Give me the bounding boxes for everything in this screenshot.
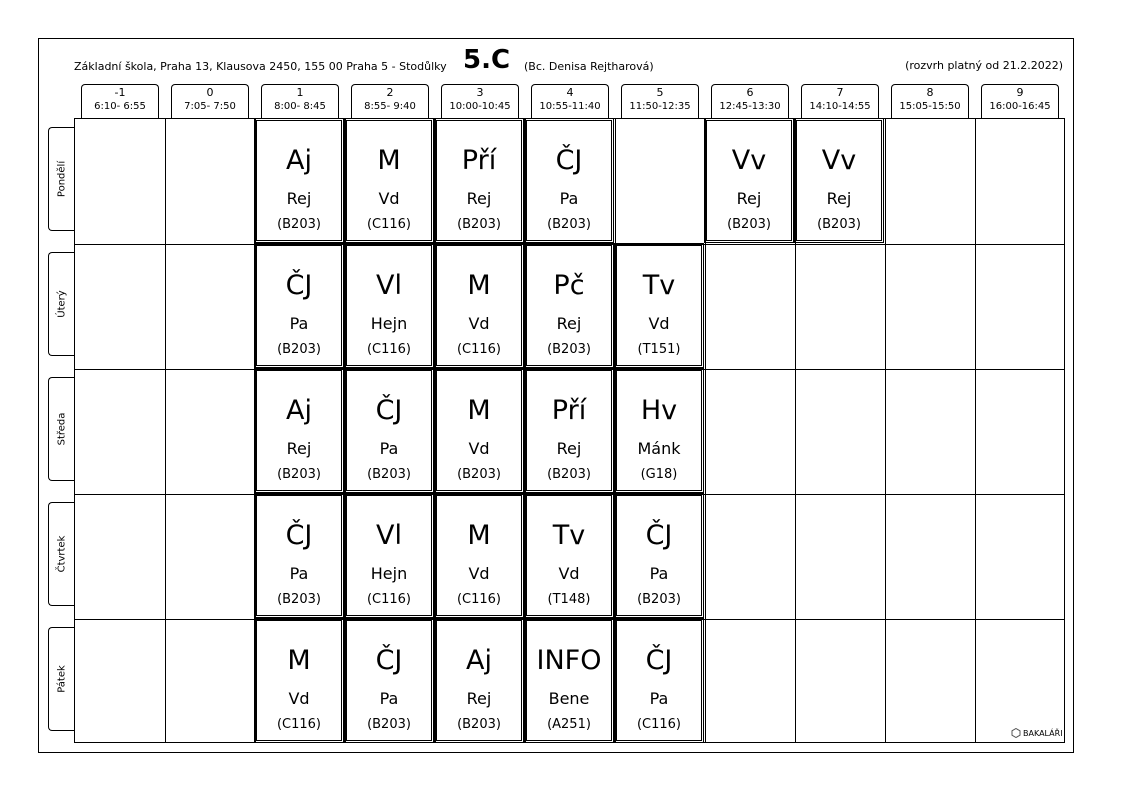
lesson-room: (B203)	[457, 717, 501, 732]
period-time: 16:00-16:45	[989, 101, 1051, 112]
lesson-teacher: Bene	[548, 689, 590, 708]
lesson-room: (B203)	[457, 217, 501, 232]
lesson-room: (T148)	[547, 592, 591, 607]
lesson-room: (C116)	[366, 217, 412, 232]
lesson-room: (B203)	[547, 217, 591, 232]
bakalari-logo	[1011, 728, 1063, 738]
lesson-room: (C116)	[366, 342, 412, 357]
lesson-teacher: Vd	[378, 189, 400, 208]
period-time: 14:10-14:55	[809, 101, 871, 112]
period-time: 8:00- 8:45	[274, 101, 326, 112]
lesson-cell[interactable]	[526, 620, 612, 741]
grid-column-line	[975, 119, 976, 742]
day-tab	[48, 252, 75, 356]
lesson-subject: ČJ	[645, 645, 673, 676]
lesson-subject: M	[467, 395, 491, 426]
grid-column-line	[165, 119, 166, 742]
class-title: 5.C	[463, 45, 511, 75]
valid-from-note: (rozvrh platný od 21.2.2022)	[905, 59, 1063, 72]
lesson-teacher: Rej	[466, 689, 492, 708]
lesson-room: (C116)	[456, 592, 502, 607]
lesson-teacher: Vd	[648, 314, 670, 333]
period-number: 4	[566, 86, 574, 99]
period-number: 2	[386, 86, 394, 99]
lesson-subject: Pč	[553, 270, 585, 301]
day-tab	[48, 377, 75, 481]
period-tab	[351, 84, 429, 118]
lesson-subject: Aj	[466, 645, 492, 676]
period-time: 6:10- 6:55	[94, 101, 146, 112]
period-number: 0	[206, 86, 214, 99]
period-number: 6	[746, 86, 754, 99]
lesson-teacher: Pa	[379, 689, 399, 708]
lesson-cell[interactable]	[436, 245, 522, 366]
class-teacher: (Bc. Denisa Rejtharová)	[524, 60, 654, 73]
lesson-subject: M	[287, 645, 311, 676]
lesson-room: (B203)	[277, 342, 321, 357]
lesson-room: (G18)	[640, 467, 678, 482]
lesson-subject: Hv	[640, 395, 678, 426]
period-number: 1	[296, 86, 304, 99]
lesson-room: (C116)	[276, 717, 322, 732]
period-time: 15:05-15:50	[899, 101, 961, 112]
period-tab	[261, 84, 339, 118]
period-tab	[531, 84, 609, 118]
period-tab	[441, 84, 519, 118]
lesson-cell[interactable]	[526, 495, 612, 616]
lesson-cell[interactable]	[436, 620, 522, 741]
lesson-subject: Vv	[821, 145, 857, 176]
logo-text: BAKALÁŘI	[1023, 728, 1063, 738]
period-number: 8	[926, 86, 934, 99]
lesson-teacher: Rej	[556, 314, 582, 333]
lesson-room: (B203)	[817, 217, 861, 232]
lesson-room: (B203)	[277, 592, 321, 607]
lesson-teacher: Vd	[288, 689, 310, 708]
lesson-cell[interactable]	[436, 120, 522, 241]
lesson-teacher: Rej	[826, 189, 852, 208]
day-label: Čtvrtek	[56, 535, 68, 573]
lesson-subject: Aj	[286, 145, 312, 176]
period-number: 5	[656, 86, 664, 99]
period-time: 8:55- 9:40	[364, 101, 416, 112]
lesson-teacher: Pa	[289, 314, 309, 333]
lesson-cell[interactable]	[616, 495, 702, 616]
period-tab	[621, 84, 699, 118]
lesson-cell[interactable]	[616, 620, 702, 741]
lesson-subject: M	[467, 270, 491, 301]
lesson-teacher: Vd	[558, 564, 580, 583]
lesson-cell[interactable]	[346, 120, 432, 241]
lesson-cell[interactable]	[526, 245, 612, 366]
lesson-room: (C116)	[456, 342, 502, 357]
lesson-cell[interactable]	[616, 245, 702, 366]
lesson-room: (B203)	[367, 717, 411, 732]
period-time: 10:55-11:40	[539, 101, 601, 112]
lesson-teacher: Mánk	[637, 439, 681, 458]
lesson-cell[interactable]	[436, 370, 522, 491]
lesson-cell[interactable]	[256, 495, 342, 616]
lesson-subject: M	[377, 145, 401, 176]
lesson-cell[interactable]	[526, 120, 612, 241]
day-label: Pátek	[56, 665, 68, 693]
lesson-cell[interactable]	[256, 245, 342, 366]
lesson-room: (B203)	[727, 217, 771, 232]
lesson-cell[interactable]	[256, 120, 342, 241]
lesson-room: (T151)	[637, 342, 681, 357]
lesson-cell[interactable]	[436, 495, 522, 616]
lesson-room: (B203)	[637, 592, 681, 607]
period-time: 12:45-13:30	[719, 101, 781, 112]
lesson-subject: Aj	[286, 395, 312, 426]
lesson-room: (B203)	[457, 467, 501, 482]
lesson-subject: Vv	[731, 145, 767, 176]
lesson-subject: Tv	[642, 270, 676, 301]
bakalari-logo-icon	[1011, 728, 1021, 738]
lesson-cell[interactable]	[256, 620, 342, 741]
lesson-room: (C116)	[366, 592, 412, 607]
lesson-subject: M	[467, 520, 491, 551]
lesson-cell[interactable]	[616, 370, 702, 491]
lesson-teacher: Hejn	[370, 564, 408, 583]
lesson-subject: Vl	[376, 520, 402, 551]
lesson-room: (C116)	[636, 717, 682, 732]
school-name: Základní škola, Praha 13, Klausova 2450, 155 00 Praha 5 - Stodůlky	[74, 60, 447, 73]
lesson-subject: Tv	[552, 520, 586, 551]
lesson-subject: ČJ	[285, 270, 313, 301]
period-tab	[171, 84, 249, 118]
lesson-subject: ČJ	[645, 520, 673, 551]
lesson-teacher: Rej	[466, 189, 492, 208]
lesson-teacher: Pa	[379, 439, 399, 458]
period-tab	[981, 84, 1059, 118]
period-tab	[711, 84, 789, 118]
lesson-cell[interactable]	[526, 370, 612, 491]
lesson-cell[interactable]	[346, 370, 432, 491]
day-label: Středa	[56, 412, 68, 446]
period-time: 10:00-10:45	[449, 101, 511, 112]
lesson-room: (A251)	[547, 717, 591, 732]
lesson-cell[interactable]	[256, 370, 342, 491]
lesson-teacher: Rej	[556, 439, 582, 458]
lesson-teacher: Pa	[559, 189, 579, 208]
grid-column-line	[885, 119, 886, 742]
lesson-teacher: Vd	[468, 439, 490, 458]
lesson-subject: INFO	[536, 645, 602, 676]
period-tab	[891, 84, 969, 118]
day-label: Úterý	[56, 290, 68, 318]
period-number: 7	[836, 86, 844, 99]
lesson-cell[interactable]	[706, 120, 792, 241]
day-tab	[48, 127, 75, 231]
lesson-subject: Vl	[376, 270, 402, 301]
lesson-cell[interactable]	[346, 495, 432, 616]
period-time: 7:05- 7:50	[184, 101, 236, 112]
lesson-teacher: Vd	[468, 314, 490, 333]
lesson-teacher: Pa	[649, 564, 669, 583]
period-number: 9	[1016, 86, 1024, 99]
lesson-room: (B203)	[367, 467, 411, 482]
day-tab	[48, 502, 75, 606]
day-tab	[48, 627, 75, 731]
lesson-cell[interactable]	[796, 120, 882, 241]
lesson-subject: ČJ	[375, 645, 403, 676]
lesson-room: (B203)	[277, 217, 321, 232]
lesson-teacher: Vd	[468, 564, 490, 583]
period-tab	[81, 84, 159, 118]
lesson-teacher: Rej	[286, 439, 312, 458]
lesson-room: (B203)	[547, 342, 591, 357]
lesson-teacher: Pa	[289, 564, 309, 583]
lesson-subject: Pří	[461, 145, 497, 176]
lesson-subject: Pří	[551, 395, 587, 426]
period-time: 11:50-12:35	[629, 101, 691, 112]
period-number: -1	[114, 86, 126, 99]
lesson-room: (B203)	[547, 467, 591, 482]
day-label: Pondělí	[56, 160, 68, 198]
lesson-subject: ČJ	[555, 145, 583, 176]
period-tab	[801, 84, 879, 118]
lesson-room: (B203)	[277, 467, 321, 482]
lesson-cell[interactable]	[346, 620, 432, 741]
lesson-teacher: Rej	[736, 189, 762, 208]
lesson-teacher: Hejn	[370, 314, 408, 333]
lesson-teacher: Rej	[286, 189, 312, 208]
lesson-cell[interactable]	[346, 245, 432, 366]
lesson-subject: ČJ	[375, 395, 403, 426]
lesson-teacher: Pa	[649, 689, 669, 708]
lesson-subject: ČJ	[285, 520, 313, 551]
period-number: 3	[476, 86, 484, 99]
